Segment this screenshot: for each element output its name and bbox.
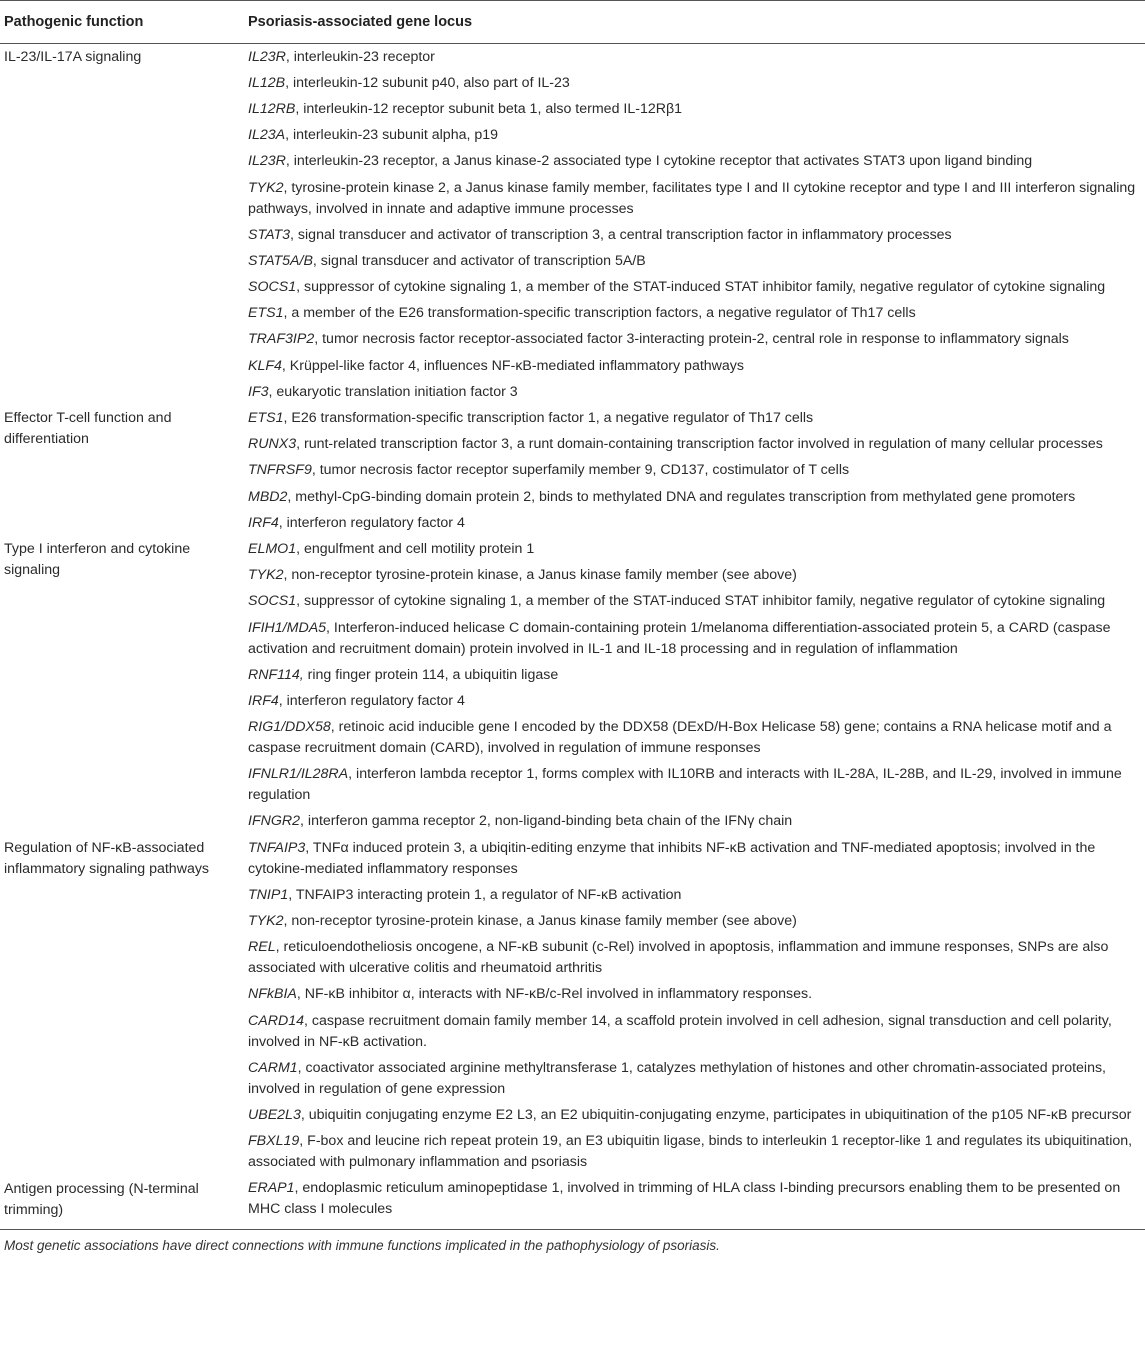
table-footnote: Most genetic associations have direct connections with immune functions implicated in the pathophysiology of psoriasis.	[4, 1237, 720, 1253]
gene-description: , TNFAIP3 interacting protein 1, a regulator of NF-κB activation	[288, 886, 682, 903]
gene-entry	[244, 379, 1143, 405]
gene-symbol: IL23R	[248, 153, 286, 170]
gene-description: , runt-related transcription factor 3, a runt domain-containing transcription factor involved in regulation of many cellular processes	[296, 436, 1103, 453]
gene-locus-cell	[244, 405, 1145, 536]
gene-description: , interleukin-23 subunit alpha, p19	[285, 127, 499, 144]
gene-entry	[244, 70, 1143, 96]
gene-description: , methyl-CpG-binding domain protein 2, binds to methylated DNA and regulates transcription from methylated gene promoters	[287, 488, 1076, 505]
gene-symbol: ETS1	[248, 305, 284, 322]
gene-description: ring finger protein 114, a ubiquitin ligase	[303, 666, 559, 683]
gene-entry	[244, 615, 1143, 662]
gene-entry	[244, 123, 1143, 149]
gene-description: , signal transducer and activator of transcription 3, a central transcription factor in inflammatory processes	[290, 226, 952, 243]
header-pathogenic-function: Pathogenic function	[4, 14, 144, 30]
gene-description: , E26 transformation-specific transcription factor 1, a negative regulator of Th17 cells	[283, 410, 814, 427]
table-body	[0, 44, 1145, 1223]
gene-description: , TNFα induced protein 3, a ubiqitin-editing enzyme that inhibits NF-κB activation and TNF-mediated apoptosis; involved in the cytokine-mediated inflammatory responses	[248, 839, 1096, 877]
gene-entry	[244, 1102, 1143, 1128]
gene-entry	[244, 248, 1143, 274]
gene-symbol: CARM1	[248, 1059, 298, 1076]
pathogenic-function-cell: Regulation of NF-κB-associated inflammatory signaling pathways	[4, 840, 210, 878]
gene-description: , interferon regulatory factor 4	[278, 692, 465, 709]
gene-entry	[244, 405, 1143, 431]
gene-description: , non-receptor tyrosine-protein kinase, a Janus kinase family member (see above)	[283, 913, 797, 930]
gene-entry	[244, 1176, 1143, 1223]
gene-entry	[244, 458, 1143, 484]
pathogenic-function-cell: Type I interferon and cytokine signaling	[4, 541, 191, 579]
gene-entry	[244, 715, 1143, 762]
gene-entry	[244, 149, 1143, 175]
gene-symbol: TNFRSF9	[248, 462, 312, 479]
gene-symbol: STAT5A/B	[248, 252, 313, 269]
gene-entry	[244, 536, 1143, 562]
gene-entry	[244, 935, 1143, 982]
gene-symbol: TYK2	[248, 913, 284, 930]
gene-description: , coactivator associated arginine methyltransferase 1, catalyzes methylation of histones and other chromatin-associated proteins, involved in regulation of gene expression	[248, 1059, 1106, 1097]
gene-entry	[244, 1008, 1143, 1055]
gene-symbol: REL	[248, 939, 276, 956]
gene-description: , Interferon-induced helicase C domain-containing protein 1/melanoma differentiation-associated protein 5, a CARD (caspase activation and recruitment domain) protein involved in IL-1 and IL-18 processing and in regulation of inflammation	[248, 619, 1111, 657]
gene-symbol: TNFAIP3	[248, 839, 306, 856]
gene-entry	[244, 327, 1143, 353]
gene-entry	[244, 96, 1143, 122]
gene-symbol: CARD14	[248, 1012, 304, 1029]
gene-locus-cell	[244, 536, 1145, 835]
gene-symbol: RIG1/DDX58	[248, 719, 331, 736]
gene-entry	[244, 353, 1143, 379]
gene-entry	[244, 762, 1143, 809]
gene-description: , reticuloendotheliosis oncogene, a NF-κB subunit (c-Rel) involved in apoptosis, inflammation and immune responses, SNPs are also associated with ulcerative colitis and rheumatoid arthritis	[248, 939, 1109, 977]
gene-description: , retinoic acid inducible gene I encoded by the DDX58 (DExD/H-Box Helicase 58) gene; contains a RNA helicase motif and a caspase recruitment domain (CARD), involved in regulation of immune responses	[248, 719, 1112, 757]
gene-entry	[244, 563, 1143, 589]
gene-symbol: STAT3	[248, 226, 291, 243]
gene-description: , interleukin-12 subunit p40, also part of IL-23	[285, 74, 570, 91]
gene-description: , tumor necrosis factor receptor superfamily member 9, CD137, costimulator of T cells	[311, 462, 850, 479]
gene-description: , interleukin-23 receptor	[285, 48, 435, 65]
function-group	[0, 405, 1145, 536]
gene-symbol: IFNLR1/IL28RA	[248, 766, 349, 783]
pathogenic-function-cell: Antigen processing (N-terminal trimming)	[4, 1180, 199, 1218]
gene-entry	[244, 301, 1143, 327]
gene-symbol: IL23A	[248, 127, 286, 144]
gene-description: , eukaryotic translation initiation factor 3	[268, 383, 518, 400]
gene-symbol: KLF4	[248, 357, 282, 374]
gene-symbol: TYK2	[248, 179, 284, 196]
gene-description: , F-box and leucine rich repeat protein 19, an E3 ubiquitin ligase, binds to interleukin 1 receptor-like 1 and regulates its ubiquitination, associated with pulmonary inflammation and psoriasis	[248, 1133, 1133, 1171]
table-header	[0, 0, 1145, 44]
gene-symbol: IRF4	[248, 692, 279, 709]
gene-description: , caspase recruitment domain family member 14, a scaffold protein involved in cell adhesion, signal transduction and cell polarity, involved in NF-κB activation.	[248, 1012, 1112, 1050]
gene-description: , suppressor of cytokine signaling 1, a member of the STAT-induced STAT inhibitor family, negative regulator of cytokine signaling	[296, 593, 1106, 610]
gene-symbol: SOCS1	[248, 593, 297, 610]
gene-entry	[244, 982, 1143, 1008]
gene-entry	[244, 484, 1143, 510]
gene-symbol: IRF4	[248, 514, 279, 531]
gene-symbol: IL12RB	[248, 100, 296, 117]
gene-entry	[244, 908, 1143, 934]
gene-description: , ubiquitin conjugating enzyme E2 L3, an E2 ubiquitin-conjugating enzyme, participates in ubiquitination of the p105 NF-κB precursor	[300, 1106, 1132, 1123]
gene-entry	[244, 809, 1143, 835]
function-group	[0, 835, 1145, 1176]
gene-symbol: TYK2	[248, 567, 284, 584]
gene-entry	[244, 275, 1143, 301]
function-group	[0, 44, 1145, 405]
gene-symbol: ETS1	[248, 410, 284, 427]
gene-entry	[244, 589, 1143, 615]
gene-description: , non-receptor tyrosine-protein kinase, a Janus kinase family member (see above)	[283, 567, 797, 584]
header-gene-locus: Psoriasis-associated gene locus	[248, 14, 473, 30]
gene-symbol: TNIP1	[248, 886, 289, 903]
gene-symbol: IL23R	[248, 48, 286, 65]
gene-entry	[244, 1055, 1143, 1102]
gene-entry	[244, 882, 1143, 908]
gene-symbol: IL12B	[248, 74, 286, 91]
gene-entry	[244, 688, 1143, 714]
gene-symbol: FBXL19	[248, 1133, 300, 1150]
gene-description: , interferon lambda receptor 1, forms complex with IL10RB and interacts with IL-28A, IL-28B, and IL-29, involved in immune regulation	[248, 766, 1122, 804]
gene-symbol: ELMO1	[248, 540, 297, 557]
gene-description: , NF-κB inhibitor α, interacts with NF-κB/c-Rel involved in inflammatory responses.	[296, 986, 813, 1003]
gene-symbol: TRAF3IP2	[248, 331, 315, 348]
gene-description: , Krüppel-like factor 4, influences NF-κB-mediated inflammatory pathways	[281, 357, 744, 374]
gene-locus-cell	[244, 44, 1145, 405]
gene-entry	[244, 222, 1143, 248]
gene-entry	[244, 1129, 1143, 1176]
gene-entry	[244, 510, 1143, 536]
gene-symbol: NFkBIA	[248, 986, 297, 1003]
function-group	[0, 1176, 1145, 1223]
gene-symbol: UBE2L3	[248, 1106, 301, 1123]
gene-symbol: SOCS1	[248, 279, 297, 296]
gene-description: , a member of the E26 transformation-specific transcription factors, a negative regulator of Th17 cells	[283, 305, 916, 322]
gene-symbol: MBD2	[248, 488, 288, 505]
gene-description: , tyrosine-protein kinase 2, a Janus kinase family member, facilitates type I and II cytokine receptor and type I and III interferon signaling pathways, involved in innate and adaptive immune processes	[248, 179, 1136, 217]
gene-locus-cell	[244, 835, 1145, 1176]
gene-description: , signal transducer and activator of transcription 5A/B	[312, 252, 646, 269]
function-group	[0, 536, 1145, 835]
gene-entry	[244, 432, 1143, 458]
gene-entry	[244, 44, 1143, 70]
pathogenic-function-cell: Effector T-cell function and differentiation	[4, 410, 172, 448]
gene-entry	[244, 662, 1143, 688]
gene-entry	[244, 835, 1143, 882]
gene-description: , engulfment and cell motility protein 1	[296, 540, 535, 557]
gene-description: , interleukin-23 receptor, a Janus kinase-2 associated type I cytokine receptor that activates STAT3 upon ligand binding	[285, 153, 1033, 170]
gene-description: , tumor necrosis factor receptor-associated factor 3-interacting protein-2, central role in response to inflammatory signals	[314, 331, 1069, 348]
gene-description: , interferon regulatory factor 4	[278, 514, 465, 531]
pathogenic-function-cell: IL-23/IL-17A signaling	[4, 49, 142, 65]
gene-description: , suppressor of cytokine signaling 1, a member of the STAT-induced STAT inhibitor family, negative regulator of cytokine signaling	[296, 279, 1106, 296]
gene-symbol: ERAP1	[248, 1180, 295, 1197]
gene-entry	[244, 175, 1143, 222]
gene-description: , endoplasmic reticulum aminopeptidase 1, involved in trimming of HLA class I-binding precursors enabling them to be presented on MHC class I molecules	[248, 1180, 1121, 1218]
gene-description: , interferon gamma receptor 2, non-ligand-binding beta chain of the IFNγ chain	[300, 813, 793, 830]
gene-symbol: RUNX3	[248, 436, 297, 453]
gene-symbol: IF3	[248, 383, 269, 400]
gene-description: , interleukin-12 receptor subunit beta 1, also termed IL-12Rβ1	[295, 100, 683, 117]
gene-symbol: IFIH1/MDA5	[248, 619, 327, 636]
gene-symbol: IFNGR2	[248, 813, 301, 830]
gene-symbol: RNF114,	[248, 666, 304, 683]
gene-locus-cell	[244, 1176, 1145, 1223]
